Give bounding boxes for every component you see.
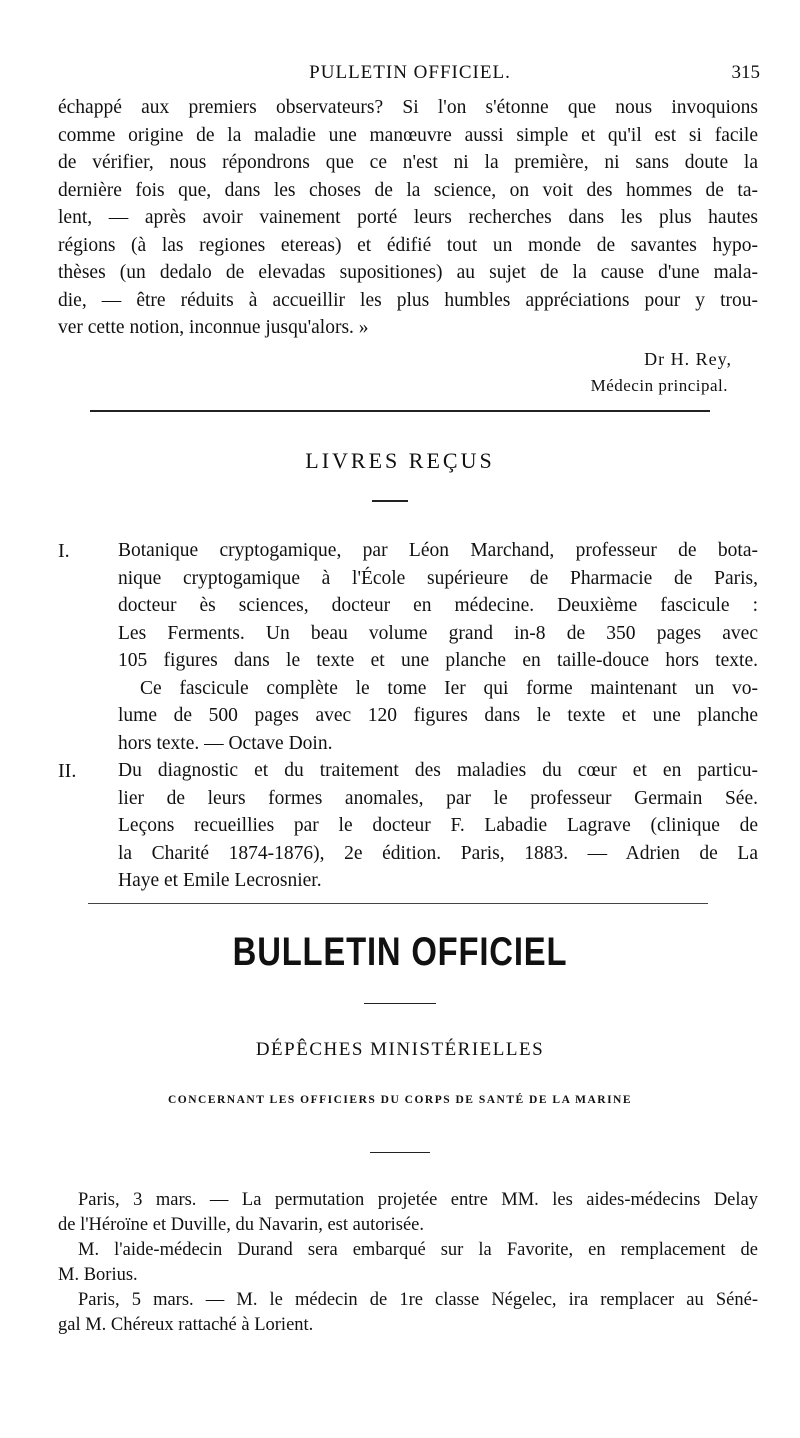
text-line: de l'Héroïne et Duville, du Navarin, est autorisée. [58,1215,425,1235]
text-line: de vérifier, nous répondrons que ce n'est ni la première, ni sans doute la [58,152,758,173]
text-line: Botanique cryptogamique, par Léon Marchand, professeur de bota- [118,540,758,561]
text-line: 105 figures dans le texte et une planche en taille-douce hors texte. [118,650,758,671]
book-item [118,537,758,757]
page-number: 315 [731,62,760,83]
title-rule [364,1003,436,1004]
section-divider [90,410,710,412]
text-line: ver cette notion, inconnue jusqu'alors. » [58,317,369,338]
text-line: dernière fois que, dans les choses de la science, on voit des hommes de ta- [58,179,758,201]
signature-title: Médecin principal. [590,376,728,395]
text-line: Du diagnostic et du traitement des maladies du cœur et en particu- [118,760,758,781]
text-line: régions (à las regiones etereas) et édifié tout un monde de savantes hypo- [58,234,758,256]
text-line: die, — être réduits à accueillir les plus humbles appréciations pour y trou- [58,289,758,311]
book-item [118,757,758,895]
section-divider [88,903,708,904]
section-heading-livres: LIVRES REÇUS [305,448,495,473]
text-line: Haye et Emile Lecrosnier. [118,870,322,891]
text-line: lent, — après avoir vainement porté leurs recherches dans les plus hautes [58,207,758,228]
book-item-number: I. [58,540,70,562]
section-subheading-concernant: CONCERNANT LES OFFICIERS DU CORPS DE SANTÉ DE LA MARINE [167,1094,633,1106]
text-line: thèses (un dedalo de elevadas supositiones) au sujet de la cause d'une mala- [58,262,758,283]
heading-dash [372,500,408,502]
text-line: M. l'aide-médecin Durand sera embarqué sur la Favorite, en remplacement de [78,1240,758,1260]
text-line: gal M. Chéreux rattaché à Lorient. [58,1315,314,1335]
article-conclusion [58,94,758,342]
running-title: PULLETIN OFFICIEL. [309,62,511,83]
text-line: Paris, 3 mars. — La permutation projetée entre MM. les aides-médecins Delay [78,1190,758,1210]
text-line: Ce fascicule complète le tome Ier qui forme maintenant un vo- [140,677,758,699]
text-line: lier de leurs formes anomales, par le professeur Germain Sée. [118,787,758,809]
text-line: hors texte. — Octave Doin. [118,732,333,754]
text-line: comme origine de la maladie une manœuvre aussi simple et qu'il est si facile [58,124,758,146]
text-line: nique cryptogamique à l'École supérieure de Pharmacie de Paris, [118,567,758,589]
text-line: Leçons recueillies par le docteur F. Labadie Lagrave (clinique de [118,815,758,836]
text-line: docteur ès sciences, docteur en médecine. Deuxième fascicule : [118,595,758,616]
signature-name: Dr H. Rey, [644,349,732,369]
bulletin-title: BULLETIN OFFICIEL [232,930,568,974]
text-line: lume de 500 pages avec 120 figures dans le texte et une planche [118,705,758,726]
section-heading-depeches: DÉPÊCHES MINISTÉRIELLES [255,1039,545,1060]
text-line: échappé aux premiers observateurs? Si l'on s'étonne que nous invoquions [58,97,758,118]
running-head [60,60,760,86]
text-line: M. Borius. [58,1265,138,1285]
dispatch-entries [58,1188,758,1338]
heading-rule [370,1152,430,1153]
text-line: Paris, 5 mars. — M. le médecin de 1re classe Négelec, ira remplacer au Séné- [78,1290,758,1310]
text-line: Les Ferments. Un beau volume grand in-8 de 350 pages avec [118,622,758,644]
book-item-number: II. [58,760,77,782]
text-line: la Charité 1874-1876), 2e édition. Paris, 1883. — Adrien de La [118,842,758,864]
